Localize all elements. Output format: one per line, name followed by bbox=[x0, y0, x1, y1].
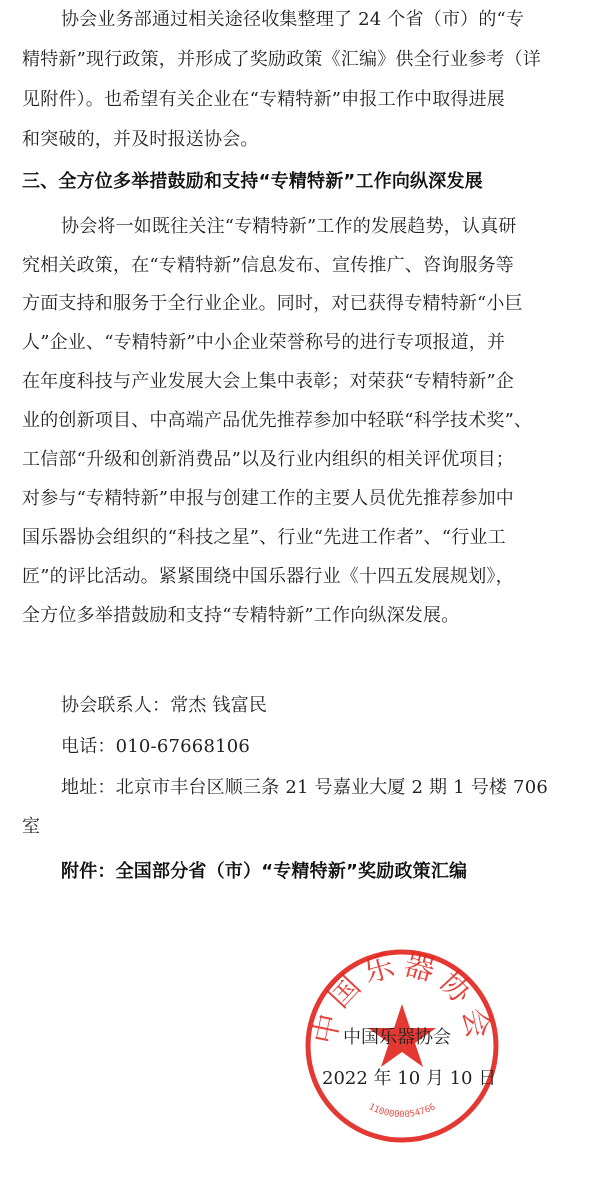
paragraph-2-line-5: 在年度科技与产业发展大会上集中表彰；对荣获“专精特新”企 bbox=[22, 371, 515, 392]
contact-address-continuation: 室 bbox=[22, 816, 41, 837]
paragraph-1-line-4: 和突破的，并及时报送协会。 bbox=[22, 129, 259, 150]
paragraph-2-line-3: 方面支持和服务于全行业企业。同时，对已获得专精特新“小巨 bbox=[22, 293, 523, 314]
signature-organization: 中国乐器协会 bbox=[343, 1027, 451, 1048]
paragraph-2-line-1: 协会将一如既往关注“专精特新”工作的发展趋势，认真研 bbox=[61, 216, 517, 237]
paragraph-2-line-7: 工信部“升级和创新消费品”以及行业内组织的相关评优项目； bbox=[22, 449, 515, 470]
paragraph-2-line-6: 业的创新项目、中高端产品优先推荐参加中轻联“科学技术奖”、 bbox=[22, 410, 533, 431]
paragraph-1-line-3: 见附件）。也希望有关企业在“专精特新”申报工作中取得进展 bbox=[22, 89, 506, 110]
paragraph-1-line-1: 协会业务部通过相关途径收集整理了 24 个省（市）的“专 bbox=[61, 9, 525, 30]
paragraph-2-line-10: 匠”的评比活动。紧紧围绕中国乐器行业《十四五发展规划》， bbox=[22, 566, 514, 587]
contact-address: 地址：北京市丰台区顺三条 21 号嘉业大厦 2 期 1 号楼 706 bbox=[61, 777, 549, 798]
paragraph-1-line-2: 精特新”现行政策，并形成了奖励政策《汇编》供全行业参考（详 bbox=[22, 49, 541, 70]
seal-number: 1100000054766 bbox=[366, 1102, 438, 1121]
paragraph-2-line-11: 全方位多举措鼓励和支持“专精特新”工作向纵深发展。 bbox=[22, 605, 460, 626]
paragraph-2-line-2: 究相关政策，在“专精特新”信息发布、宣传推广、咨询服务等 bbox=[22, 255, 515, 276]
contact-person: 协会联系人：常杰 钱富民 bbox=[61, 695, 268, 716]
attachment-note: 附件：全国部分省（市）“专精特新”奖励政策汇编 bbox=[61, 861, 468, 882]
contact-phone: 电话：010-67668106 bbox=[61, 736, 251, 757]
paragraph-2-line-9: 国乐器协会组织的“科技之星”、行业“先进工作者”、“行业工 bbox=[22, 527, 506, 548]
signature-date: 2022 年 10 月 10 日 bbox=[322, 1068, 497, 1089]
paragraph-2-line-8: 对参与“专精特新”申报与创建工作的主要人员优先推荐参加中 bbox=[22, 488, 515, 509]
svg-text:1100000054766 bbox=[367, 1102, 437, 1120]
paragraph-2-line-4: 人”企业、“专精特新”中小企业荣誉称号的进行专项报道，并 bbox=[22, 332, 506, 353]
seal-arc-text: 中国乐器协会 bbox=[307, 946, 497, 1048]
section-heading-3: 三、全方位多举措鼓励和支持“专精特新”工作向纵深发展 bbox=[22, 171, 483, 192]
